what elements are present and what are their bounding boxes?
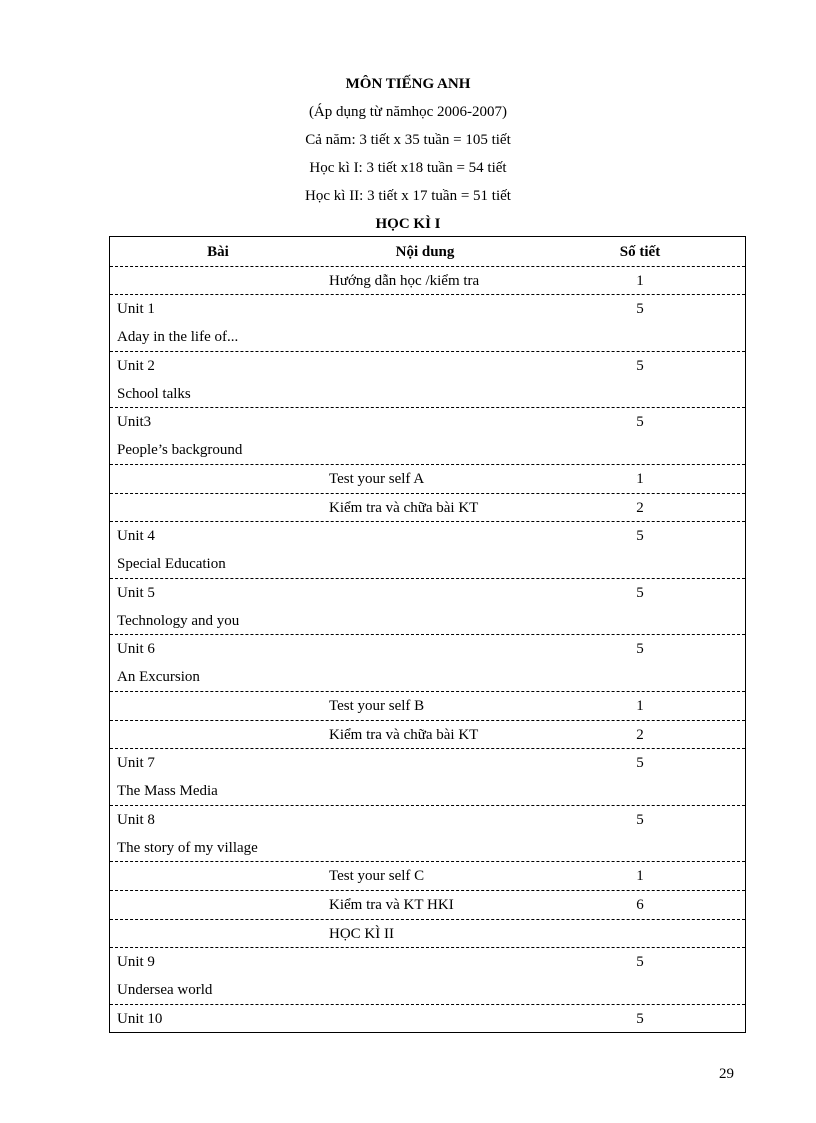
row-periods: 5 <box>636 414 644 431</box>
row-lesson: Unit 6 <box>117 641 155 658</box>
table-row-semester-divider <box>110 919 745 948</box>
table-row <box>110 407 745 464</box>
semester-heading: HỌC KÌ I <box>375 216 441 232</box>
row-content: Test your self C <box>329 868 425 885</box>
row-lesson-title: The Mass Media <box>117 783 218 800</box>
semester1-total-line: Học kì I: 3 tiết x18 tuần = 54 tiết <box>309 160 507 176</box>
row-periods: 5 <box>636 357 644 374</box>
row-lesson: Unit 1 <box>117 301 155 318</box>
row-content: Kiểm tra và chữa bài KT <box>329 499 479 516</box>
row-periods: 5 <box>636 954 644 971</box>
table-header-row <box>110 237 745 266</box>
row-lesson: Unit 7 <box>117 755 155 772</box>
table-row <box>110 890 745 919</box>
row-content: Hướng dẫn học /kiểm tra <box>329 272 480 289</box>
row-periods: 5 <box>636 641 644 658</box>
table-row <box>110 464 745 493</box>
column-header-lesson: Bài <box>207 244 229 260</box>
table-row <box>110 634 745 691</box>
table-row <box>110 720 745 749</box>
row-periods: 5 <box>636 528 644 545</box>
table-row <box>110 294 745 351</box>
table-row <box>110 266 745 295</box>
row-lesson-title: The story of my village <box>117 839 258 856</box>
row-content: Test your self B <box>329 697 425 714</box>
row-periods: 5 <box>636 755 644 772</box>
row-periods: 1 <box>636 470 644 487</box>
row-periods: 5 <box>636 584 644 601</box>
row-lesson: Unit 8 <box>117 811 155 828</box>
semester2-total-line: Học kì II: 3 tiết x 17 tuần = 51 tiết <box>305 188 511 204</box>
row-periods: 5 <box>636 811 644 828</box>
column-header-content: Nội dung <box>395 244 455 260</box>
table-row <box>110 1004 745 1033</box>
table-row <box>110 805 745 862</box>
row-lesson: Unit 9 <box>117 954 155 971</box>
table-row <box>110 493 745 522</box>
table-row <box>110 748 745 805</box>
row-periods: 5 <box>636 301 644 318</box>
row-periods: 1 <box>636 272 644 289</box>
table-row <box>110 691 745 720</box>
row-lesson: Unit 10 <box>117 1010 163 1027</box>
row-content: Kiểm tra và KT HKI <box>329 896 454 913</box>
row-lesson-title: Aday in the life of... <box>117 329 239 346</box>
table-row <box>110 351 745 408</box>
row-lesson: Unit3 <box>117 414 152 431</box>
row-periods: 2 <box>636 726 644 743</box>
row-lesson: Unit 2 <box>117 357 155 374</box>
row-lesson-title: Undersea world <box>117 982 213 999</box>
table-row <box>110 947 745 1004</box>
row-periods: 5 <box>636 1010 644 1027</box>
row-lesson-title: People’s background <box>117 442 243 459</box>
row-lesson-title: Special Education <box>117 556 226 573</box>
row-content: Test your self A <box>329 470 425 487</box>
row-content: Kiểm tra và chữa bài KT <box>329 726 479 743</box>
year-total-line: Cả năm: 3 tiết x 35 tuần = 105 tiết <box>305 132 511 148</box>
applicability-note: (Áp dụng từ nămhọc 2006-2007) <box>308 104 508 120</box>
table-row <box>110 521 745 578</box>
table-row <box>110 861 745 890</box>
row-lesson-title: School talks <box>117 385 191 402</box>
column-header-periods: Số tiết <box>619 244 661 260</box>
row-lesson: Unit 4 <box>117 528 155 545</box>
row-periods: 2 <box>636 499 644 516</box>
row-periods: 1 <box>636 868 644 885</box>
row-periods: 1 <box>636 697 644 714</box>
page-title: MÔN TIẾNG ANH <box>345 76 471 92</box>
row-content: HỌC KÌ II <box>329 925 394 942</box>
row-lesson-title: Technology and you <box>117 612 240 629</box>
table-row <box>110 578 745 635</box>
row-periods: 6 <box>636 896 644 913</box>
page-number: 29 <box>719 1066 734 1082</box>
row-lesson: Unit 5 <box>117 584 155 601</box>
row-lesson-title: An Excursion <box>117 669 200 686</box>
syllabus-table <box>109 236 746 1033</box>
